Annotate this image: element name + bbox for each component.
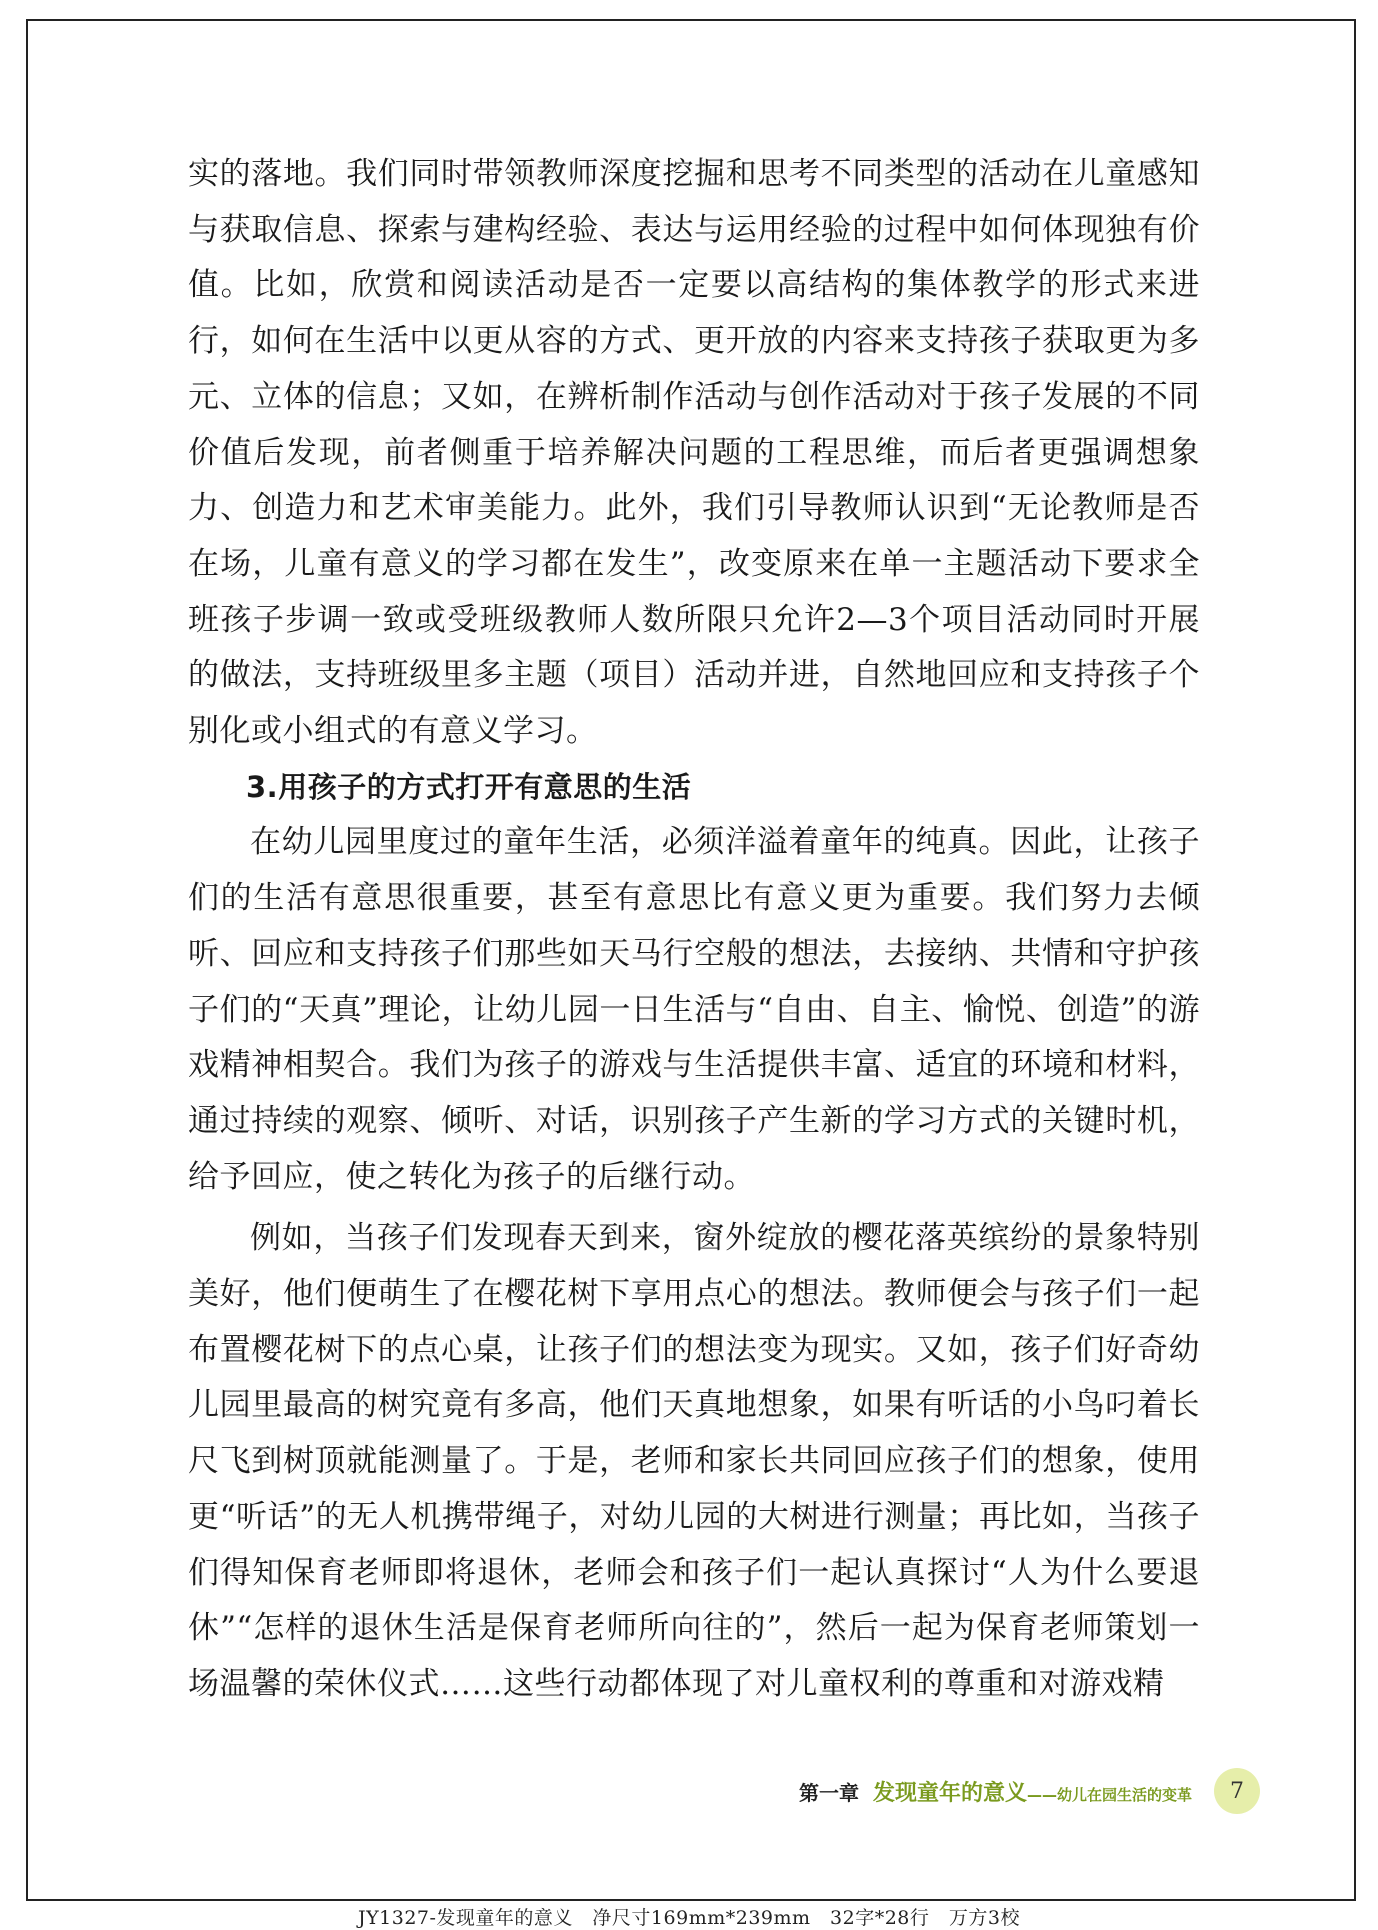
section-heading: 3.用孩子的方式打开有意思的生活 xyxy=(246,769,692,804)
paragraph-continued: 实的落地。我们同时带领教师深度挖掘和思考不同类型的活动在儿童感知与获取信息、探索与建构经验、表达与运用经验的过程中如何体现独有价值。比如，欣赏和阅读活动是否一定要以高结构的集体教学的形式来进行，如何在生活中以更从容的方式、更开放的内容来支持孩子获取更为多元、立体的信息；又如，在辨析制作活动与创作活动对于孩子发展的不同价值后发现，前者侧重于培养解决问题的工程思维，而后者更强调想象力、创造力和艺术审美能力。此外，我们引导教师认识到“无论教师是否在场，儿童有意义的学习都在发生”，改变原来在单一主题活动下要求全班孩子步调一致或受班级教师人数所限只允许2—3个项目活动同时开展的做法，支持班级里多主题（项目）活动并进，自然地回应和支持孩子个别化或小组式的有意义学习。 xyxy=(188,156,1200,750)
page-number: 7 xyxy=(1214,1768,1260,1814)
footer-book-title xyxy=(873,1776,1192,1807)
footer-subtitle: ——幼儿在园生活的变革 xyxy=(1026,1785,1192,1804)
print-info: JY1327-发现童年的意义 净尺寸169mm*239mm 32字*28行 万方3校 xyxy=(358,1907,1020,1929)
running-footer xyxy=(799,1765,1260,1817)
footer-chapter: 第一章 xyxy=(798,1780,859,1805)
paragraph: 例如，当孩子们发现春天到来，窗外绽放的樱花落英缤纷的景象特别美好，他们便萌生了在樱花树下享用点心的想法。教师便会与孩子们一起布置樱花树下的点心桌，让孩子们的想法变为现实。又如，孩子们好奇幼儿园里最高的树究竟有多高，他们天真地想象，如果有听话的小鸟叼着长尺飞到树顶就能测量了。于是，老师和家长共同回应孩子们的想象，使用更“听话”的无人机携带绳子，对幼儿园的大树进行测量；再比如，当孩子们得知保育老师即将退休，老师会和孩子们一起认真探讨“人为什么要退休”“怎样的退休生活是保育老师所向往的”，然后一起为保育老师策划一场温馨的荣休仪式……这些行动都体现了对儿童权利的尊重和对游戏精 xyxy=(188,1220,1200,1702)
body-text xyxy=(188,147,1200,1713)
paragraph: 在幼儿园里度过的童年生活，必须洋溢着童年的纯真。因此，让孩子们的生活有意思很重要，甚至有意思比有意义更为重要。我们努力去倾听、回应和支持孩子们那些如天马行空般的想法，去接纳、共情和守护孩子们的“天真”理论，让幼儿园一日生活与“自由、自主、愉悦、创造”的游戏精神相契合。我们为孩子的游戏与生活提供丰富、适宜的环境和材料，通过持续的观察、倾听、对话，识别孩子产生新的学习方式的关键时机，给予回应，使之转化为孩子的后继行动。 xyxy=(188,824,1200,1195)
footer-title: 发现童年的意义 xyxy=(872,1780,1027,1806)
